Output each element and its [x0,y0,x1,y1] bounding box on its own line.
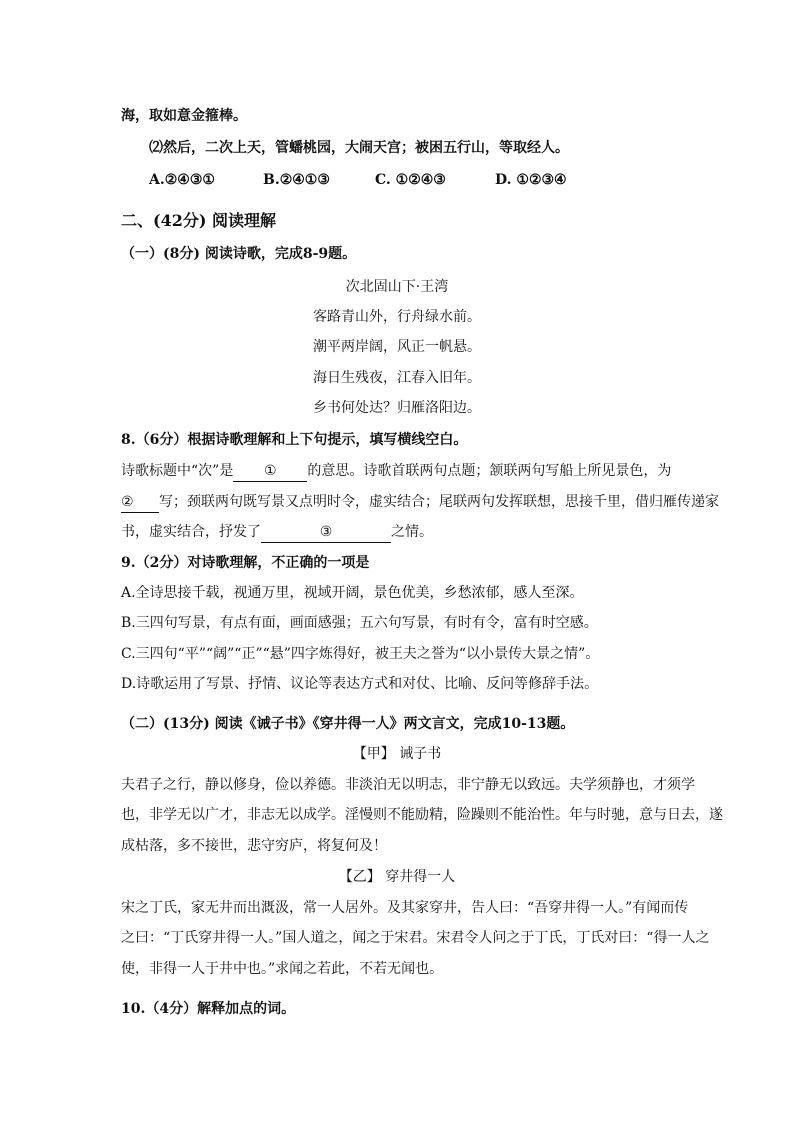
q8-line-2 [121,492,719,513]
q7-option-c: C. ①②④③ [375,172,446,188]
q7-line-a: 海，取如意金箍棒。 [121,108,247,124]
q8-line-1 [121,461,671,482]
q9-option-a: A.全诗思接千载，视通万里，视域开阔，景色优美，乡愁浓郁，感人至深。 [121,585,584,601]
poem-line: 客路青山外，行舟绿水前。 [313,309,481,325]
q8-text: 书，虚实结合，抒发了 [121,524,261,540]
q8-text: 诗歌标题中“次”是 [121,463,234,479]
q7-options [149,170,567,190]
q8-stem: 8.（6分）根据诗歌理解和上下句提示，填写横线空白。 [121,432,468,448]
q8-blank-2: ② [121,492,159,513]
q8-text: 写；颈联两句既写景又点明时令，虚实结合；尾联两句发挥联想，思接千里，借归雁传递家 [159,494,719,510]
q9-stem: 9.（2分）对诗歌理解，不正确的一项是 [121,555,370,571]
poem-line: 乡书何处达？归雁洛阳边。 [313,400,481,416]
jia-line: 也，非学无以广才，非志无以成学。淫慢则不能励精，险躁则不能治性。年与时驰，意与日去，遂 [121,807,723,823]
poem-line: 潮平两岸阔，风正一帆悬。 [313,339,481,355]
yi-line: 使，非得一人于井中也。”求闻之若此，不若无闻也。 [121,961,444,977]
jia-title: 【甲】 诫子书 [352,746,442,762]
q7-option-d: D. ①②③④ [495,172,567,188]
yi-title: 【乙】 穿井得一人 [338,869,456,885]
jia-line: 成枯落，多不接世，悲守穷庐，将复何及！ [121,838,387,854]
q8-blank-3: ③ [261,522,391,543]
q7-option-b: B.②④①③ [263,172,330,188]
q9-option-c: C.三四句“平”“阔”“正”“悬”四字炼得好，被王夫之誉为“以小景传大景之情”。 [121,646,600,662]
q7-line-b: ⑵然后，二次上天，管蟠桃园，大闹天宫；被困五行山，等取经人。 [149,140,569,156]
q9-option-b: B.三四句写景，有点有面，画面感强；五六句写景，有时有令，富有时空感。 [121,615,598,631]
section2-heading: 二、(42分) 阅读理解 [121,211,276,230]
yi-line: 宋之丁氏，家无井而出溉汲，常一人居外。及其家穿井，告人曰：“吾穿井得一人。”有闻而传 [121,900,689,916]
q8-line-3 [121,522,433,543]
q10-stem: 10.（4分）解释加点的词。 [121,1001,296,1017]
poem-title: 次北固山下·王湾 [345,279,449,295]
jia-line: 夫君子之行，静以修身，俭以养德。非淡泊无以明志，非宁静无以致远。夫学须静也，才须学 [121,777,695,793]
q8-text: 之情。 [391,524,433,540]
q9-option-d: D.诗歌运用了写景、抒情、议论等表达方式和对仗、比喻、反问等修辞手法。 [121,676,599,692]
part1-heading: （一）(8分) 阅读诗歌，完成8-9题。 [121,246,357,262]
q7-option-a: A.②④③① [149,172,215,188]
part2-heading: （二）(13分) 阅读《诫子书》《穿井得一人》两文言文，完成10-13题。 [121,716,575,732]
q8-blank-1: ① [233,461,307,482]
poem-line: 海日生残夜，江春入旧年。 [313,370,481,386]
q8-text: 的意思。诗歌首联两句点题；颔联两句写船上所见景色，为 [307,463,672,479]
yi-line: 之曰：“丁氏穿井得一人。”国人道之，闻之于宋君。宋君令人问之于丁氏，丁氏对曰：“得一人之 [121,930,710,946]
